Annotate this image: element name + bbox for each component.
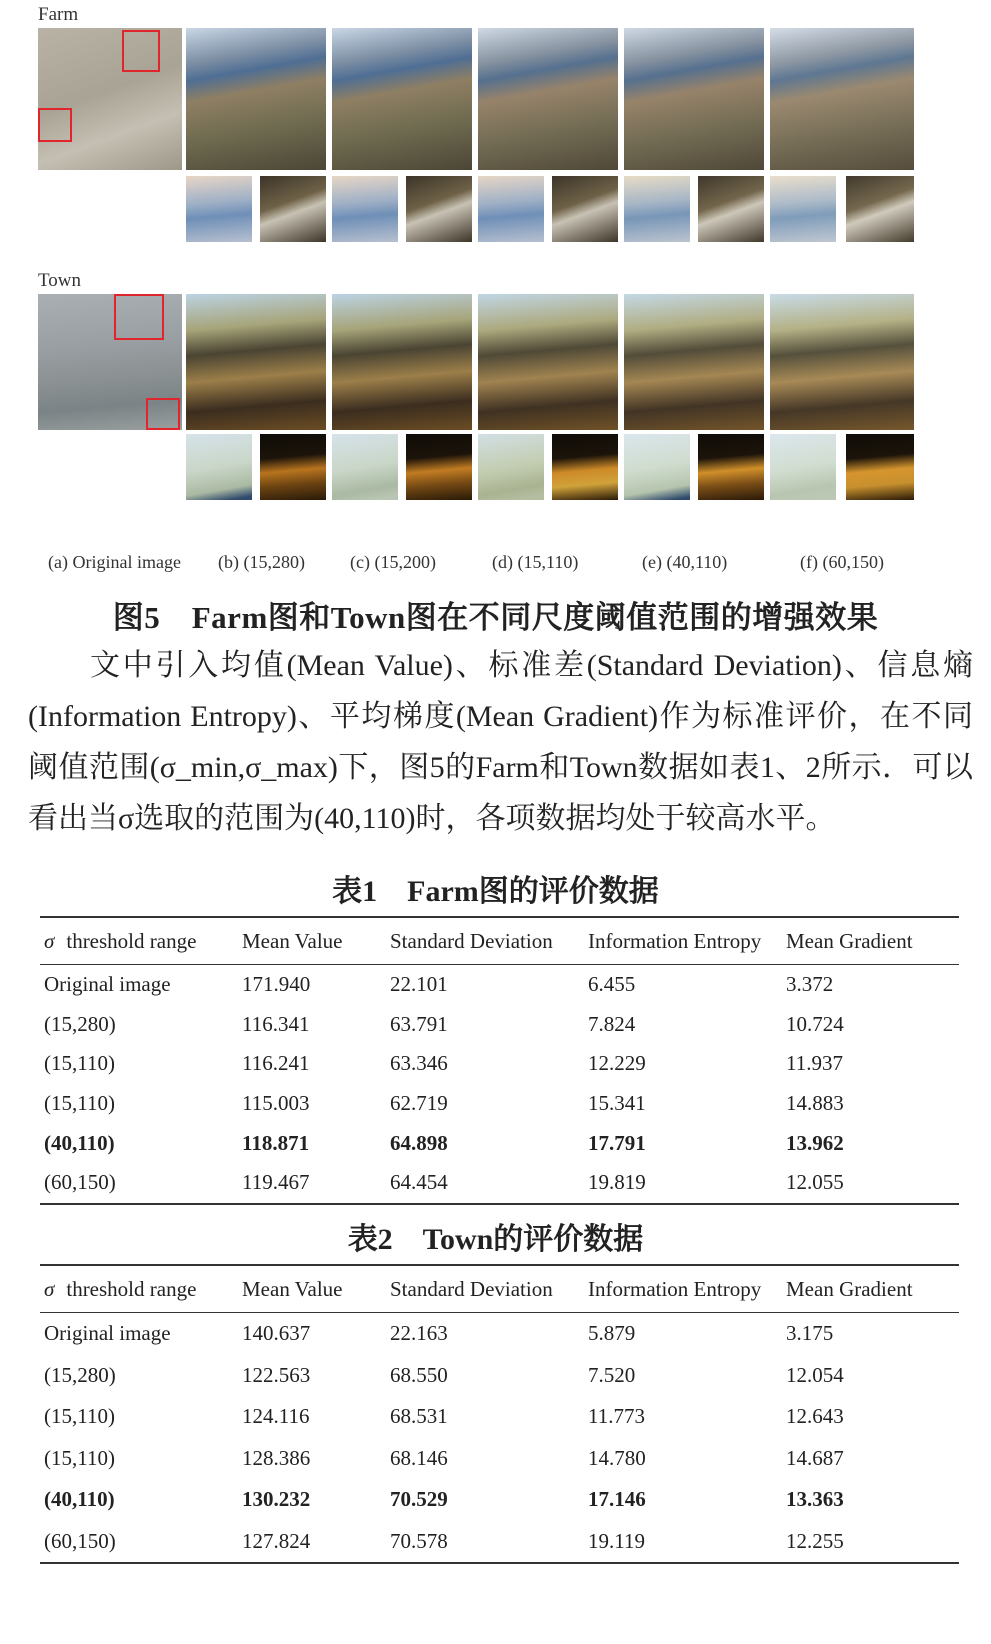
farm-zoom-d-sky xyxy=(478,176,544,242)
threshold-range-label: threshold range xyxy=(66,1276,197,1301)
table-cell: 7.824 xyxy=(588,1011,636,1036)
town-zoom-c-ground xyxy=(406,434,472,500)
farm-zoom-box-upper xyxy=(122,30,160,72)
town-original-image xyxy=(38,294,182,430)
table-cell: 22.101 xyxy=(390,972,448,997)
table-row xyxy=(40,1005,959,1045)
table-cell: 14.883 xyxy=(786,1091,844,1116)
table-cell: 64.898 xyxy=(390,1130,448,1155)
table-row xyxy=(40,1396,959,1438)
table-cell: 124.116 xyxy=(242,1404,310,1429)
table-cell: (15,110) xyxy=(44,1091,115,1116)
table-cell: 62.719 xyxy=(390,1091,448,1116)
table-cell: 70.529 xyxy=(390,1487,448,1512)
table-cell: 19.119 xyxy=(588,1528,645,1553)
table-cell: 12.054 xyxy=(786,1362,844,1387)
table-cell: 22.163 xyxy=(390,1321,448,1346)
table-cell: 118.871 xyxy=(242,1130,310,1155)
table-cell: 5.879 xyxy=(588,1321,636,1346)
farm-zoom-f-sky xyxy=(770,176,836,242)
caption-c: (c) (15,200) xyxy=(350,552,436,572)
table-cell: 70.578 xyxy=(390,1528,448,1553)
table-row xyxy=(40,1084,959,1124)
table-cell: 14.687 xyxy=(786,1445,844,1470)
table-cell: 68.550 xyxy=(390,1362,448,1387)
table-cell: (15,280) xyxy=(44,1011,116,1036)
farm-enhanced-f xyxy=(770,28,914,170)
town-enhanced-e xyxy=(624,294,764,430)
table-row xyxy=(40,1163,959,1204)
town-enhanced-b xyxy=(186,294,326,430)
town-zoom-e-sky xyxy=(624,434,690,500)
table-1-body xyxy=(40,965,959,1204)
town-row-label: Town xyxy=(38,270,82,291)
table-cell: 115.003 xyxy=(242,1091,310,1116)
table-cell: 3.372 xyxy=(786,972,834,997)
table-2-header-row xyxy=(40,1265,959,1313)
table-row xyxy=(40,1355,959,1397)
sigma-symbol: σ xyxy=(44,1276,55,1301)
table-cell: Original image xyxy=(44,1321,171,1346)
farm-zoom-d-ground xyxy=(552,176,618,242)
caption-a: (a) Original image xyxy=(48,552,181,572)
table-cell: (15,280) xyxy=(44,1362,116,1387)
table-cell: (40,110) xyxy=(44,1487,115,1512)
town-enhanced-c xyxy=(332,294,472,430)
table-cell: 116.341 xyxy=(242,1011,310,1036)
table-cell: 63.346 xyxy=(390,1051,448,1076)
table-row xyxy=(40,1044,959,1084)
table-cell: 11.773 xyxy=(588,1404,645,1429)
farm-enhanced-d xyxy=(478,28,618,170)
table-cell: (60,150) xyxy=(44,1170,116,1195)
table-cell: 122.563 xyxy=(242,1362,311,1387)
table-cell: (15,110) xyxy=(44,1404,115,1429)
caption-b: (b) (15,280) xyxy=(218,552,305,572)
table-cell: 127.824 xyxy=(242,1528,311,1553)
table-1-header-row xyxy=(40,917,959,965)
farm-zoom-c-ground xyxy=(406,176,472,242)
threshold-range-label: threshold range xyxy=(66,928,197,953)
table-cell: 171.940 xyxy=(242,972,311,997)
town-zoom-e-ground xyxy=(698,434,764,500)
table-2-header-range xyxy=(40,1265,238,1313)
farm-original-image xyxy=(38,28,182,170)
table-row xyxy=(40,1438,959,1480)
farm-zoom-e-sky xyxy=(624,176,690,242)
table-row xyxy=(40,1521,959,1564)
table-2-body xyxy=(40,1313,959,1564)
table-cell: 10.724 xyxy=(786,1011,844,1036)
table-cell: 17.146 xyxy=(588,1487,646,1512)
table-cell: 128.386 xyxy=(242,1445,311,1470)
table-cell: 13.363 xyxy=(786,1487,844,1512)
caption-d: (d) (15,110) xyxy=(492,552,579,572)
table-2-header-std: Standard Deviation xyxy=(390,1276,553,1301)
table-cell: 19.819 xyxy=(588,1170,646,1195)
town-zoom-box-upper xyxy=(114,294,164,340)
table-cell: Original image xyxy=(44,972,171,997)
town-enhanced-d xyxy=(478,294,618,430)
table-cell: 12.229 xyxy=(588,1051,646,1076)
figure-captions xyxy=(0,552,991,578)
farm-enhanced-e xyxy=(624,28,764,170)
table-cell: 12.643 xyxy=(786,1404,844,1429)
caption-e: (e) (40,110) xyxy=(642,552,728,572)
farm-zoom-c-sky xyxy=(332,176,398,242)
table-cell: (15,110) xyxy=(44,1051,115,1076)
table-1-header-gradient: Mean Gradient xyxy=(786,928,913,953)
table-row xyxy=(40,1123,959,1163)
table-cell: 68.146 xyxy=(390,1445,448,1470)
table-row xyxy=(40,1479,959,1521)
town-zoom-d-sky xyxy=(478,434,544,500)
table-cell: 6.455 xyxy=(588,972,636,997)
table-row xyxy=(40,1313,959,1355)
town-zoom-f-ground xyxy=(846,434,914,500)
table-cell: (60,150) xyxy=(44,1528,116,1553)
table-1-title: 表1 Farm图的评价数据 xyxy=(332,875,659,908)
table-cell: (40,110) xyxy=(44,1130,115,1155)
farm-zoom-b-sky xyxy=(186,176,252,242)
figure-5 xyxy=(0,0,991,580)
farm-enhanced-b xyxy=(186,28,326,170)
table-1-header-std: Standard Deviation xyxy=(390,928,553,953)
figure-title: 图5 Farm图和Town图在不同尺度阈值范围的增强效果 xyxy=(112,600,879,635)
table-cell: 3.175 xyxy=(786,1321,834,1346)
farm-zoom-e-ground xyxy=(698,176,764,242)
table-cell: (15,110) xyxy=(44,1445,115,1470)
table-cell: 12.255 xyxy=(786,1528,844,1553)
table-cell: 119.467 xyxy=(242,1170,310,1195)
table-2-title: 表2 Town的评价数据 xyxy=(347,1223,644,1256)
town-zoom-c-sky xyxy=(332,434,398,500)
table-cell: 11.937 xyxy=(786,1051,843,1076)
caption-f: (f) (60,150) xyxy=(800,552,884,572)
table-row xyxy=(40,965,959,1005)
table-cell: 17.791 xyxy=(588,1130,646,1155)
table-1-header-mean: Mean Value xyxy=(242,928,343,953)
town-zoom-b-sky xyxy=(186,434,252,500)
town-zoom-f-sky xyxy=(770,434,836,500)
body-paragraph: 文中引入均值(Mean Value)、标准差(Standard Deviation)、信息熵(Information Entropy)、平均梯度(Mean Gradient)作为标准评价，在不同阈值范围(σ_min,σ_max)下，图5的Farm和Town数据如表1、2所示．可以看出当σ选取的范围为(40,110)时，各项数据均处于较高水平。 xyxy=(28,649,973,835)
farm-zoom-box-lower xyxy=(38,108,72,142)
town-zoom-box-lower xyxy=(146,398,180,430)
table-1 xyxy=(40,916,959,1205)
farm-zoom-f-ground xyxy=(846,176,914,242)
table-cell: 64.454 xyxy=(390,1170,448,1195)
town-zoom-d-ground xyxy=(552,434,618,500)
table-cell: 130.232 xyxy=(242,1487,311,1512)
farm-zoom-b-ground xyxy=(260,176,326,242)
table-2-header-entropy: Information Entropy xyxy=(588,1276,762,1301)
table-2 xyxy=(40,1264,959,1564)
farm-row-label: Farm xyxy=(38,4,79,25)
table-2-header-mean: Mean Value xyxy=(242,1276,343,1301)
farm-enhanced-c xyxy=(332,28,472,170)
table-cell: 14.780 xyxy=(588,1445,646,1470)
table-cell: 7.520 xyxy=(588,1362,636,1387)
table-cell: 15.341 xyxy=(588,1091,646,1116)
table-1-header-entropy: Information Entropy xyxy=(588,928,762,953)
town-enhanced-f xyxy=(770,294,914,430)
table-cell: 140.637 xyxy=(242,1321,311,1346)
table-cell: 12.055 xyxy=(786,1170,844,1195)
table-cell: 68.531 xyxy=(390,1404,448,1429)
table-2-header-gradient: Mean Gradient xyxy=(786,1276,913,1301)
table-1-header-range xyxy=(40,917,238,965)
table-cell: 63.791 xyxy=(390,1011,448,1036)
table-cell: 116.241 xyxy=(242,1051,310,1076)
town-zoom-b-ground xyxy=(260,434,326,500)
sigma-symbol: σ xyxy=(44,928,55,953)
table-cell: 13.962 xyxy=(786,1130,844,1155)
